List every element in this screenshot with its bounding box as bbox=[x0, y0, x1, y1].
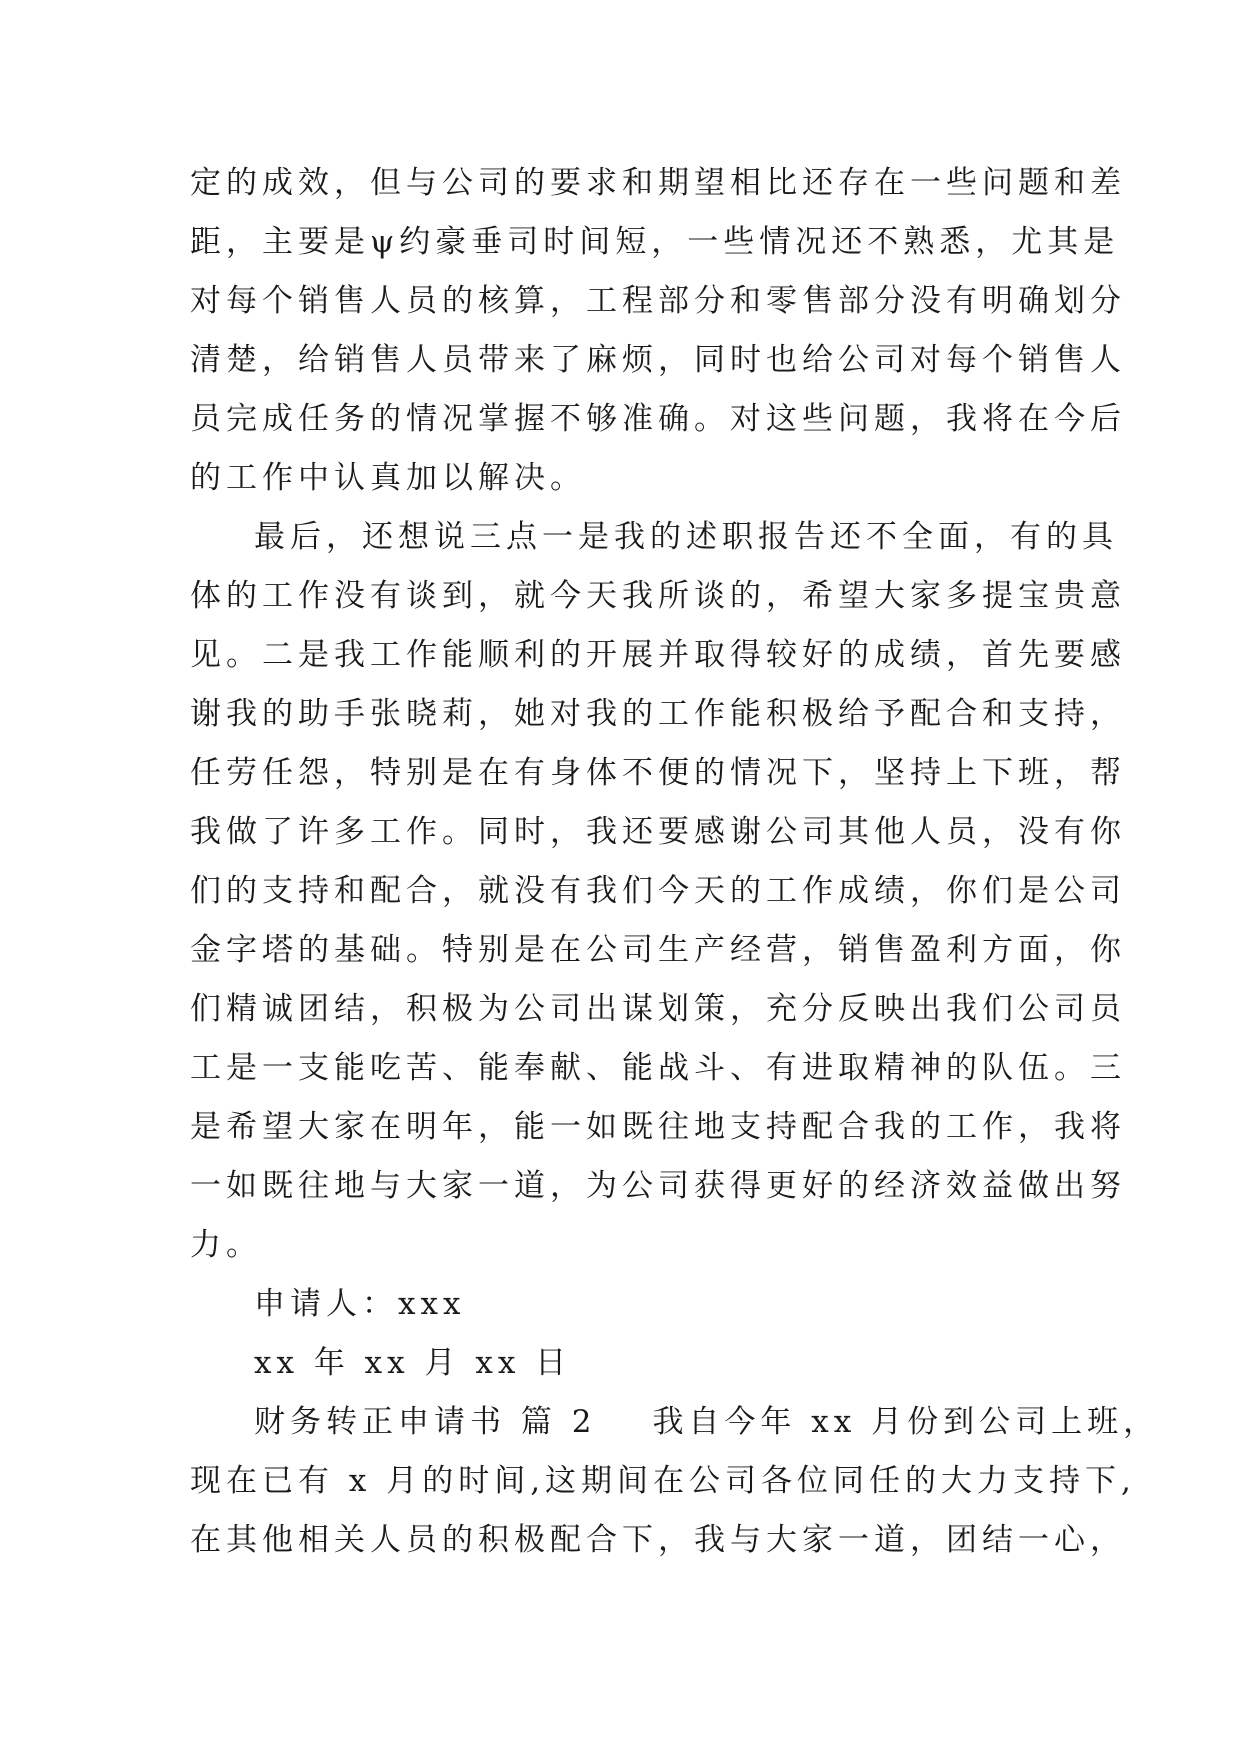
text-line: 员完成任务的情况掌握不够准确。对这些问题，我将在今后 bbox=[190, 401, 1126, 437]
text-line: 在其他相关人员的积极配合下，我与大家一道，团结一心， bbox=[190, 1522, 1126, 1558]
text-line: 谢我的助手张晓莉，她对我的工作能积极给予配合和支持， bbox=[190, 696, 1126, 732]
text-line: 们精诚团结，积极为公司出谋划策，充分反映出我们公司员 bbox=[190, 991, 1126, 1027]
text-line: 距，主要是ψ约豪垂司时间短，一些情况还不熟悉，尤其是 bbox=[190, 224, 1120, 260]
text-line: 我做了许多工作。同时，我还要感谢公司其他人员，没有你 bbox=[190, 814, 1126, 850]
text-line: 一如既往地与大家一道，为公司获得更好的经济效益做出努 bbox=[190, 1168, 1126, 1204]
text-line: 力。 bbox=[190, 1227, 262, 1263]
date-line: xx 年 xx 月 xx 日 bbox=[254, 1345, 572, 1381]
paragraph-1 bbox=[190, 154, 1126, 508]
text-line: 最后，还想说三点一是我的述职报告还不全面，有的具 bbox=[254, 519, 1118, 555]
text-line: 定的成效，但与公司的要求和期望相比还存在一些问题和差 bbox=[190, 165, 1126, 201]
paragraph-2 bbox=[190, 508, 1126, 1275]
text-line: 我自今年 xx 月份到公司上班， bbox=[652, 1404, 1160, 1440]
text-line: 清楚，给销售人员带来了麻烦，同时也给公司对每个销售人 bbox=[190, 342, 1126, 378]
text-line: 工是一支能吃苦、能奉献、能战斗、有进取精神的队伍。三 bbox=[190, 1050, 1126, 1086]
text-line: 金字塔的基础。特别是在公司生产经营，销售盈利方面，你 bbox=[190, 932, 1126, 968]
text-line: 对每个销售人员的核算，工程部分和零售部分没有明确划分 bbox=[190, 283, 1126, 319]
text-line: 是希望大家在明年，能一如既往地支持配合我的工作，我将 bbox=[190, 1109, 1126, 1145]
text-line: 现在已有 x 月的时间,这期间在公司各位同任的大力支持下, bbox=[190, 1463, 1136, 1499]
paragraph-3 bbox=[190, 1393, 1160, 1570]
section-title: 财务转正申请书 篇 2 bbox=[254, 1404, 597, 1440]
text-line: 体的工作没有谈到，就今天我所谈的，希望大家多提宝贵意 bbox=[190, 578, 1126, 614]
text-line: 见。二是我工作能顺利的开展并取得较好的成绩，首先要感 bbox=[190, 637, 1126, 673]
document-body bbox=[190, 154, 1160, 1570]
text-line: 们的支持和配合，就没有我们今天的工作成绩，你们是公司 bbox=[190, 873, 1126, 909]
applicant-line: 申请人：xxx bbox=[254, 1286, 466, 1322]
section-heading-line bbox=[190, 1393, 1160, 1452]
text-line: 的工作中认真加以解决。 bbox=[190, 460, 586, 496]
text-line: 任劳任怨，特别是在有身体不便的情况下，坚持上下班，帮 bbox=[190, 755, 1126, 791]
